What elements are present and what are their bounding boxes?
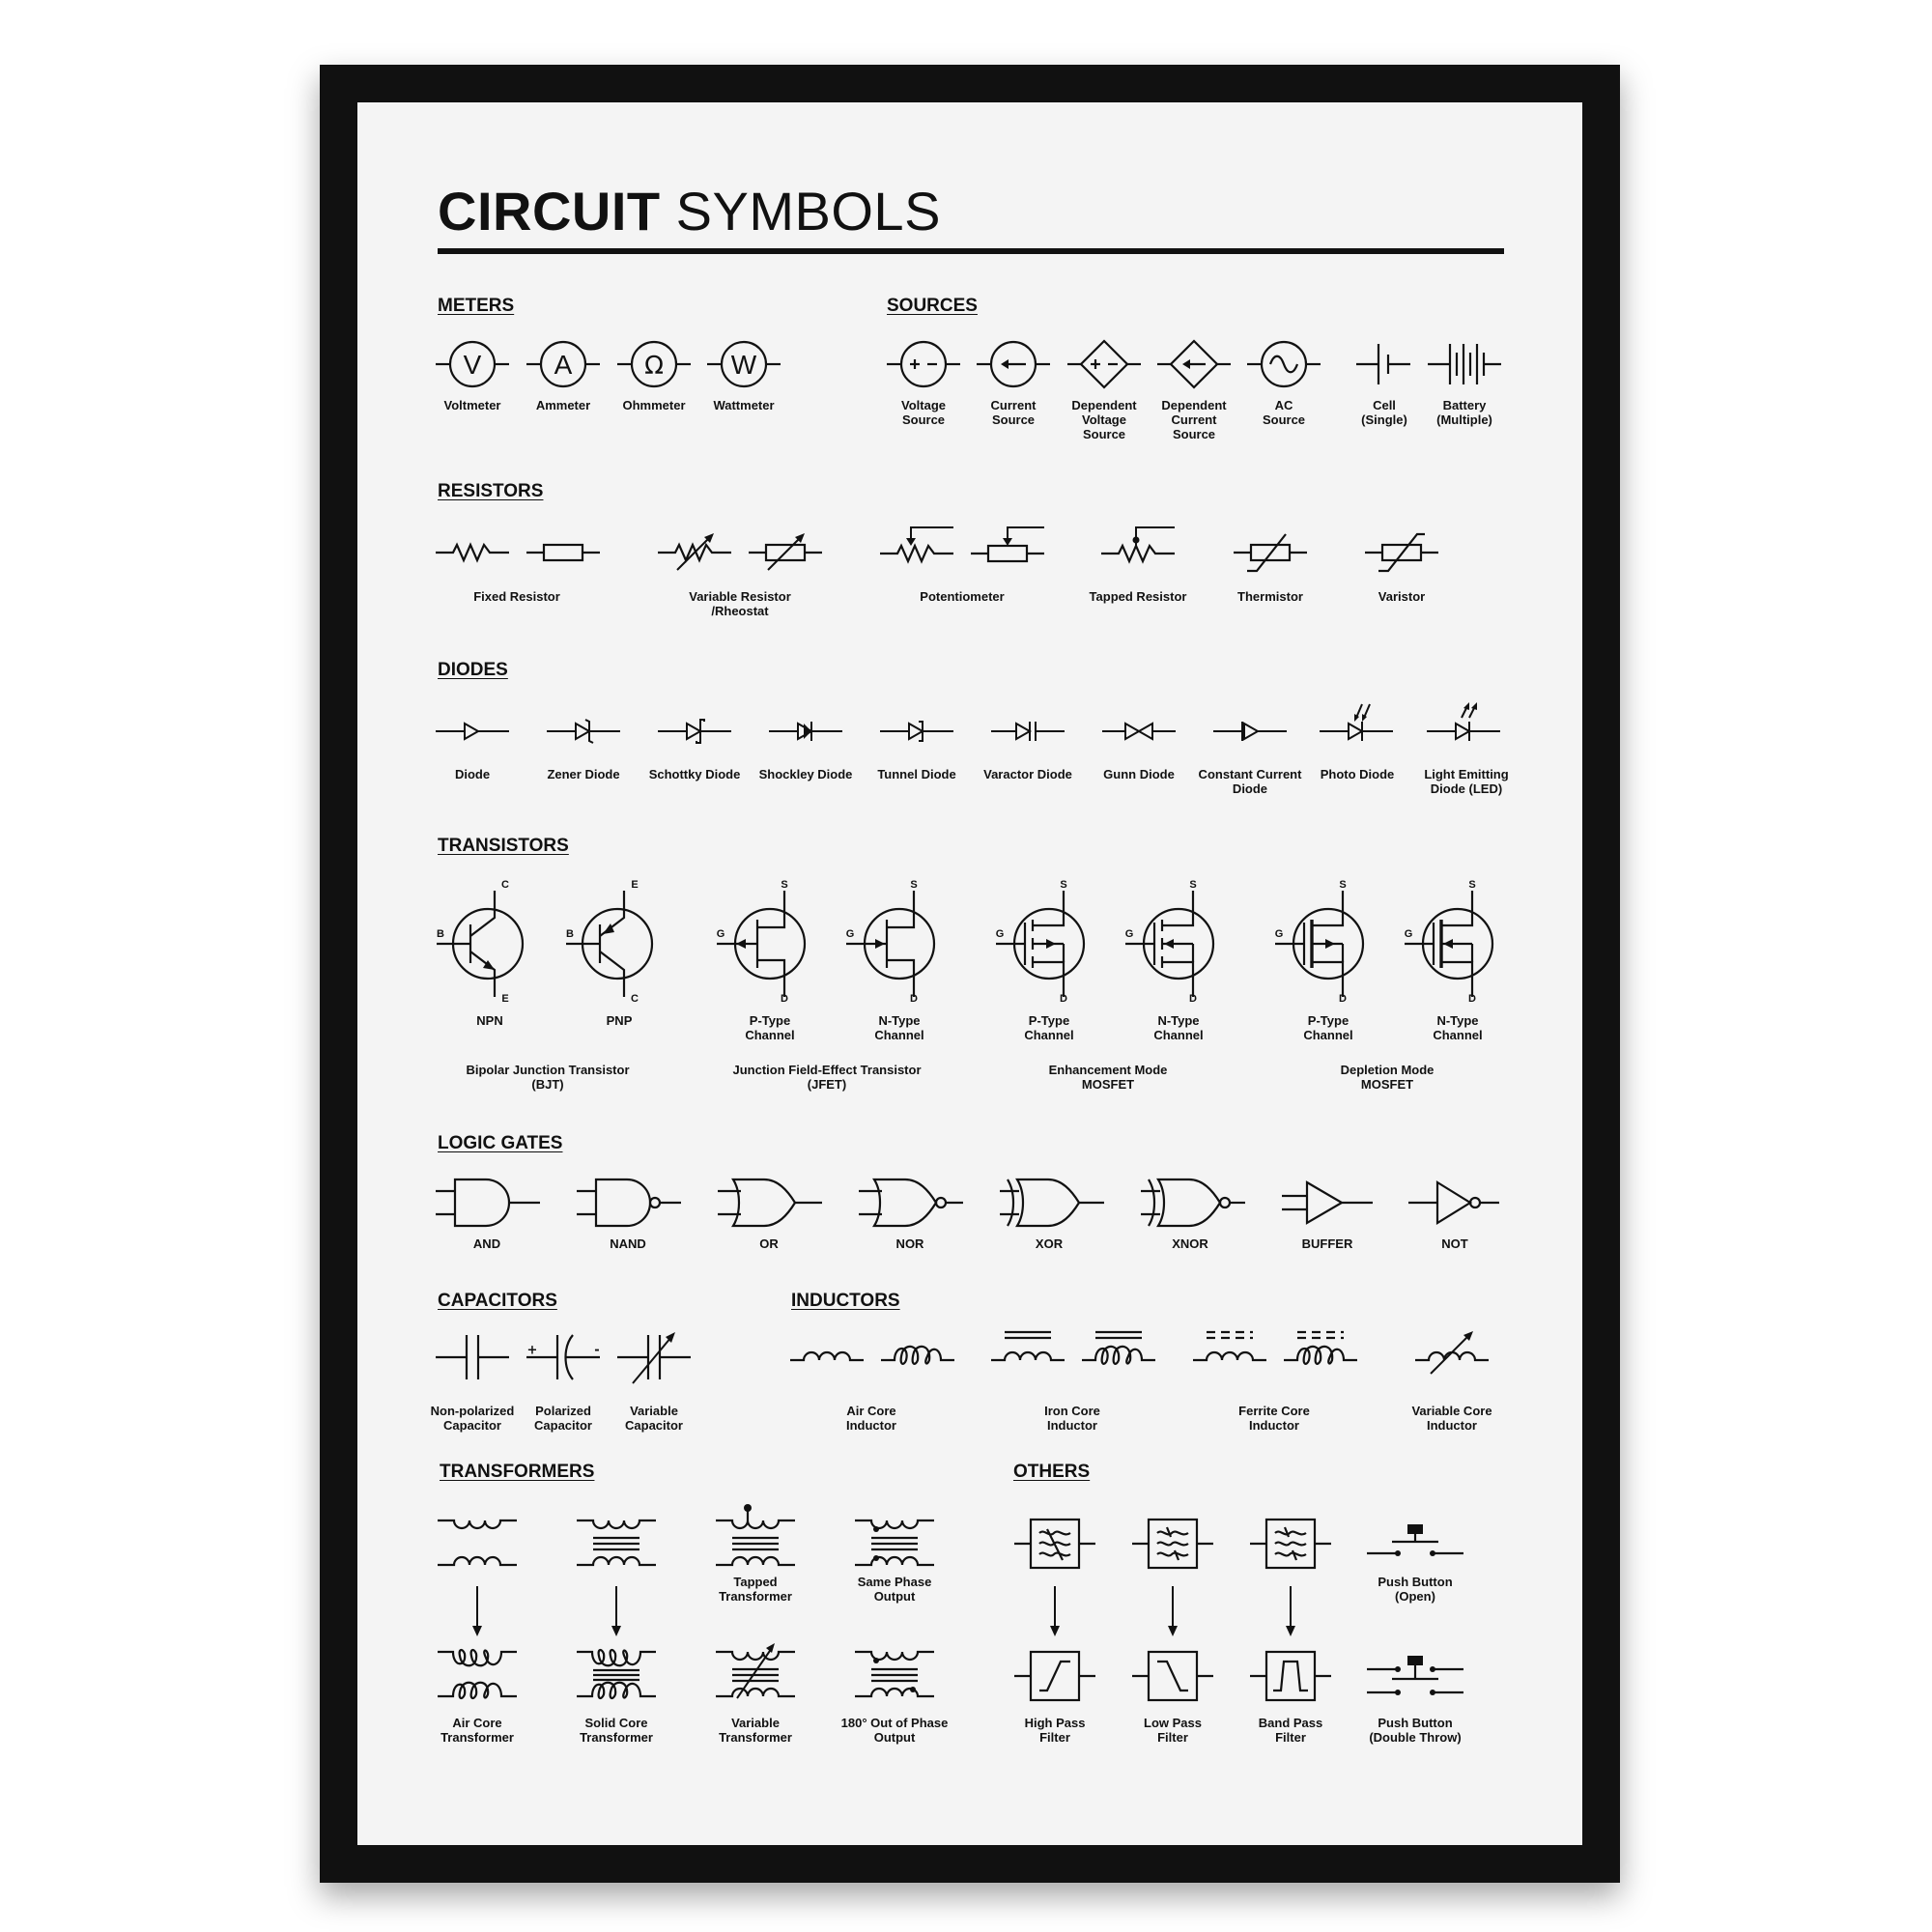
varistor-label: Varistor [1378,589,1426,604]
non-polarized-capacitor-symbol [436,1333,509,1381]
iron-core-inductor-coil-symbol [991,1329,1065,1368]
transformer-arrow-1 [471,1586,483,1636]
low-pass-filter-label: Low Pass Filter [1144,1716,1202,1745]
section-resistors: RESISTORS [438,481,544,501]
dependent-current-source-symbol [1157,338,1231,390]
pnp-label: PNP [606,1013,633,1028]
npn-pin-b: B [437,928,444,940]
bjt-group-label: Bipolar Junction Transistor (BJT) [466,1063,630,1092]
tunnel-diode-label: Tunnel Diode [877,767,956,781]
air-core-inductor-coil-symbol [790,1339,864,1368]
dmosfet-p-pin-g: G [1274,928,1284,940]
emosfet-group-label: Enhancement Mode MOSFET [1048,1063,1168,1092]
dependent-current-source-label: Dependent Current Source [1161,398,1227,441]
air-core-inductor-loop-symbol [881,1339,954,1368]
wattmeter-symbol [707,338,781,390]
variable-capacitor-label: Variable Capacitor [625,1404,683,1433]
thermistor-label: Thermistor [1237,589,1303,604]
jfet-n-pin-g: G [845,928,855,940]
variable-resistor-box-symbol [749,531,822,574]
voltage-source-symbol [887,338,960,390]
dmosfet-p-pin-d: D [1339,993,1347,1005]
emosfet-n-label: N-Type Channel [1153,1013,1204,1042]
dmosfet-n-pin-d: D [1468,993,1476,1005]
gunn-diode-label: Gunn Diode [1103,767,1175,781]
band-pass-filter-label: Band Pass Filter [1258,1716,1323,1745]
section-others: OTHERS [1013,1462,1091,1482]
depletion-mosfet-p-symbol [1275,891,1362,997]
ferrite-core-inductor-label: Ferrite Core Inductor [1238,1404,1310,1433]
section-meters: METERS [438,296,515,316]
jfet-p-channel-symbol [717,891,804,997]
wattmeter-label: Wattmeter [713,398,775,412]
or-label: OR [759,1236,779,1251]
same-phase-output-label: Same Phase Output [857,1575,932,1604]
solid-core-transformer-symbol [577,1646,656,1702]
section-transistors: TRANSISTORS [438,836,569,856]
section-diodes: DIODES [438,660,508,680]
and-gate-symbol [436,1177,542,1229]
not-gate-symbol [1408,1177,1501,1229]
variable-resistor-label: Variable Resistor /Rheostat [689,589,791,618]
schottky-diode-label: Schottky Diode [648,767,741,781]
jfet-n-label: N-Type Channel [874,1013,924,1042]
jfet-n-pin-d: D [910,993,918,1005]
photo-diode-label: Photo Diode [1320,767,1395,781]
jfet-n-channel-symbol [846,891,933,997]
voltage-source-label: Voltage Source [901,398,946,427]
nor-label: NOR [895,1236,924,1251]
depletion-mosfet-n-symbol [1405,891,1492,997]
xor-gate-symbol [1000,1177,1106,1229]
tapped-transformer-symbol [716,1503,795,1571]
section-inductors: INDUCTORS [791,1291,900,1311]
npn-transistor-symbol [437,891,524,997]
jfet-p-pin-d: D [781,993,788,1005]
section-logic-gates: LOGIC GATES [438,1133,563,1153]
tapped-resistor-symbol [1101,524,1175,568]
dependent-voltage-source-label: Dependent Voltage Source [1071,398,1137,441]
ammeter-label: Ammeter [535,398,591,412]
cell-symbol [1356,340,1410,388]
air-core-transformer-label: Air Core Transformer [440,1716,514,1745]
push-button-double-throw-symbol [1367,1654,1463,1698]
dmosfet-n-label: N-Type Channel [1433,1013,1483,1042]
npn-pin-c: C [501,879,509,891]
dmosfet-p-label: P-Type Channel [1303,1013,1353,1042]
led-symbol [1427,702,1500,746]
ferrite-core-inductor-loop-symbol [1284,1329,1357,1368]
zener-diode-label: Zener Diode [547,767,620,781]
nand-label: NAND [610,1236,646,1251]
variable-transformer-symbol [716,1642,795,1702]
tunnel-diode-symbol [880,717,953,746]
xor-label: XOR [1035,1236,1064,1251]
led-label: Light Emitting Diode (LED) [1424,767,1509,796]
voltmeter-glyph: V [463,350,482,380]
potentiometer-label: Potentiometer [920,589,1005,604]
band-pass-filter-symbol [1250,1650,1331,1702]
buffer-gate-symbol [1282,1177,1375,1229]
constant-current-diode-symbol [1213,717,1287,746]
iron-core-inductor-label: Iron Core Inductor [1044,1404,1100,1433]
push-button-open-label: Push Button (Open) [1378,1575,1453,1604]
variable-capacitor-symbol [617,1329,691,1385]
filter-low-pass-box-symbol [1132,1518,1213,1570]
air-core-inductor-label: Air Core Inductor [846,1404,896,1433]
section-sources: SOURCES [887,296,978,316]
transformer-solid-core-top-symbol [577,1515,656,1571]
dmosfet-n-pin-s: S [1468,879,1476,891]
filter-arrow-2 [1167,1586,1179,1636]
ammeter-symbol [526,338,600,390]
diode-symbol [436,717,509,746]
schottky-diode-symbol [658,717,731,746]
gunn-diode-symbol [1102,717,1176,746]
and-label: AND [472,1236,501,1251]
xnor-gate-symbol [1141,1177,1247,1229]
push-button-open-symbol [1367,1522,1463,1561]
current-source-symbol [977,338,1050,390]
photo-diode-symbol [1320,702,1393,746]
jfet-group-label: Junction Field-Effect Transistor (JFET) [732,1063,922,1092]
fixed-resistor-zigzag-symbol [436,538,509,567]
transformer-arrow-2 [611,1586,622,1636]
tapped-resistor-label: Tapped Resistor [1089,589,1187,604]
enhancement-mosfet-p-symbol [996,891,1083,997]
pnp-transistor-symbol [566,891,653,997]
polarized-capacitor-label: Polarized Capacitor [534,1404,592,1433]
zener-diode-symbol [547,717,620,746]
varactor-diode-label: Varactor Diode [983,767,1072,781]
title-rule [438,248,1504,254]
jfet-p-pin-g: G [716,928,725,940]
varactor-diode-symbol [991,717,1065,746]
title-bold: CIRCUIT [438,181,661,242]
jfet-p-label: P-Type Channel [745,1013,795,1042]
xnor-label: XNOR [1172,1236,1208,1251]
dependent-voltage-source-symbol [1067,338,1141,390]
ohmmeter-symbol [617,338,691,390]
wattmeter-glyph: W [730,350,757,380]
enhancement-mosfet-n-symbol [1125,891,1212,997]
section-transformers: TRANSFORMERS [440,1462,595,1482]
nor-gate-symbol [859,1177,965,1229]
voltmeter-label: Voltmeter [443,398,501,412]
solid-core-transformer-label: Solid Core Transformer [580,1716,653,1745]
pnp-pin-b: B [566,928,574,940]
iron-core-inductor-loop-symbol [1082,1329,1155,1368]
title-light: SYMBOLS [675,181,941,242]
pnp-pin-c: C [631,993,639,1005]
jfet-n-pin-s: S [910,879,918,891]
ohmmeter-label: Ohmmeter [622,398,686,412]
cell-label: Cell (Single) [1361,398,1407,427]
battery-label: Battery (Multiple) [1436,398,1492,427]
shockley-diode-label: Shockley Diode [758,767,853,781]
dmosfet-group-label: Depletion Mode MOSFET [1340,1063,1435,1092]
low-pass-filter-symbol [1132,1650,1213,1702]
high-pass-filter-label: High Pass Filter [1024,1716,1086,1745]
push-button-double-throw-label: Push Button (Double Throw) [1369,1716,1462,1745]
ammeter-glyph: A [554,350,573,380]
thermistor-symbol [1234,530,1307,575]
nand-gate-symbol [577,1177,683,1229]
variable-transformer-label: Variable Transformer [719,1716,792,1745]
potentiometer-zigzag-symbol [880,524,953,568]
filter-high-pass-box-symbol [1014,1518,1095,1570]
pnp-pin-e: E [631,879,639,891]
same-phase-transformer-symbol [855,1515,934,1571]
emosfet-p-label: P-Type Channel [1024,1013,1074,1042]
diode-label: Diode [454,767,491,781]
voltmeter-symbol [436,338,509,390]
emosfet-n-pin-s: S [1189,879,1197,891]
air-core-transformer-symbol [438,1646,517,1702]
variable-core-inductor-label: Variable Core Inductor [1411,1404,1492,1433]
tapped-transformer-label: Tapped Transformer [719,1575,792,1604]
transformer-air-core-top-symbol [438,1515,517,1571]
dmosfet-n-pin-g: G [1404,928,1413,940]
shockley-diode-symbol [769,717,842,746]
polarized-minus: - [594,1343,600,1358]
filter-arrow-1 [1049,1586,1061,1636]
emosfet-p-pin-s: S [1060,879,1067,891]
high-pass-filter-symbol [1014,1650,1095,1702]
dmosfet-p-pin-s: S [1339,879,1347,891]
current-source-label: Current Source [990,398,1037,427]
npn-pin-e: E [501,993,509,1005]
not-label: NOT [1441,1236,1468,1251]
page-title [438,181,941,242]
battery-symbol [1428,340,1501,388]
emosfet-p-pin-d: D [1060,993,1067,1005]
varistor-symbol [1365,530,1438,575]
npn-label: NPN [476,1013,503,1028]
out-of-phase-transformer-symbol [855,1646,934,1702]
emosfet-n-pin-d: D [1189,993,1197,1005]
ferrite-core-inductor-coil-symbol [1193,1329,1266,1368]
filter-band-pass-box-symbol [1250,1518,1331,1570]
constant-current-diode-label: Constant Current Diode [1198,767,1302,796]
ohmmeter-glyph: Ω [644,352,664,381]
jfet-p-pin-s: S [781,879,788,891]
fixed-resistor-box-symbol [526,538,600,567]
polarized-plus: + [526,1343,538,1358]
out-of-phase-output-label: 180° Out of Phase Output [840,1716,949,1745]
variable-core-inductor-symbol [1415,1329,1489,1376]
ac-source-label: AC Source [1262,398,1306,427]
section-capacitors: CAPACITORS [438,1291,557,1311]
non-polarized-capacitor-label: Non-polarized Capacitor [430,1404,515,1433]
buffer-label: BUFFER [1301,1236,1353,1251]
or-gate-symbol [718,1177,824,1229]
potentiometer-box-symbol [971,524,1044,568]
variable-resistor-zigzag-symbol [658,531,731,574]
ac-source-symbol [1247,338,1321,390]
emosfet-p-pin-g: G [995,928,1005,940]
emosfet-n-pin-g: G [1124,928,1134,940]
filter-arrow-3 [1285,1586,1296,1636]
fixed-resistor-label: Fixed Resistor [473,589,560,604]
